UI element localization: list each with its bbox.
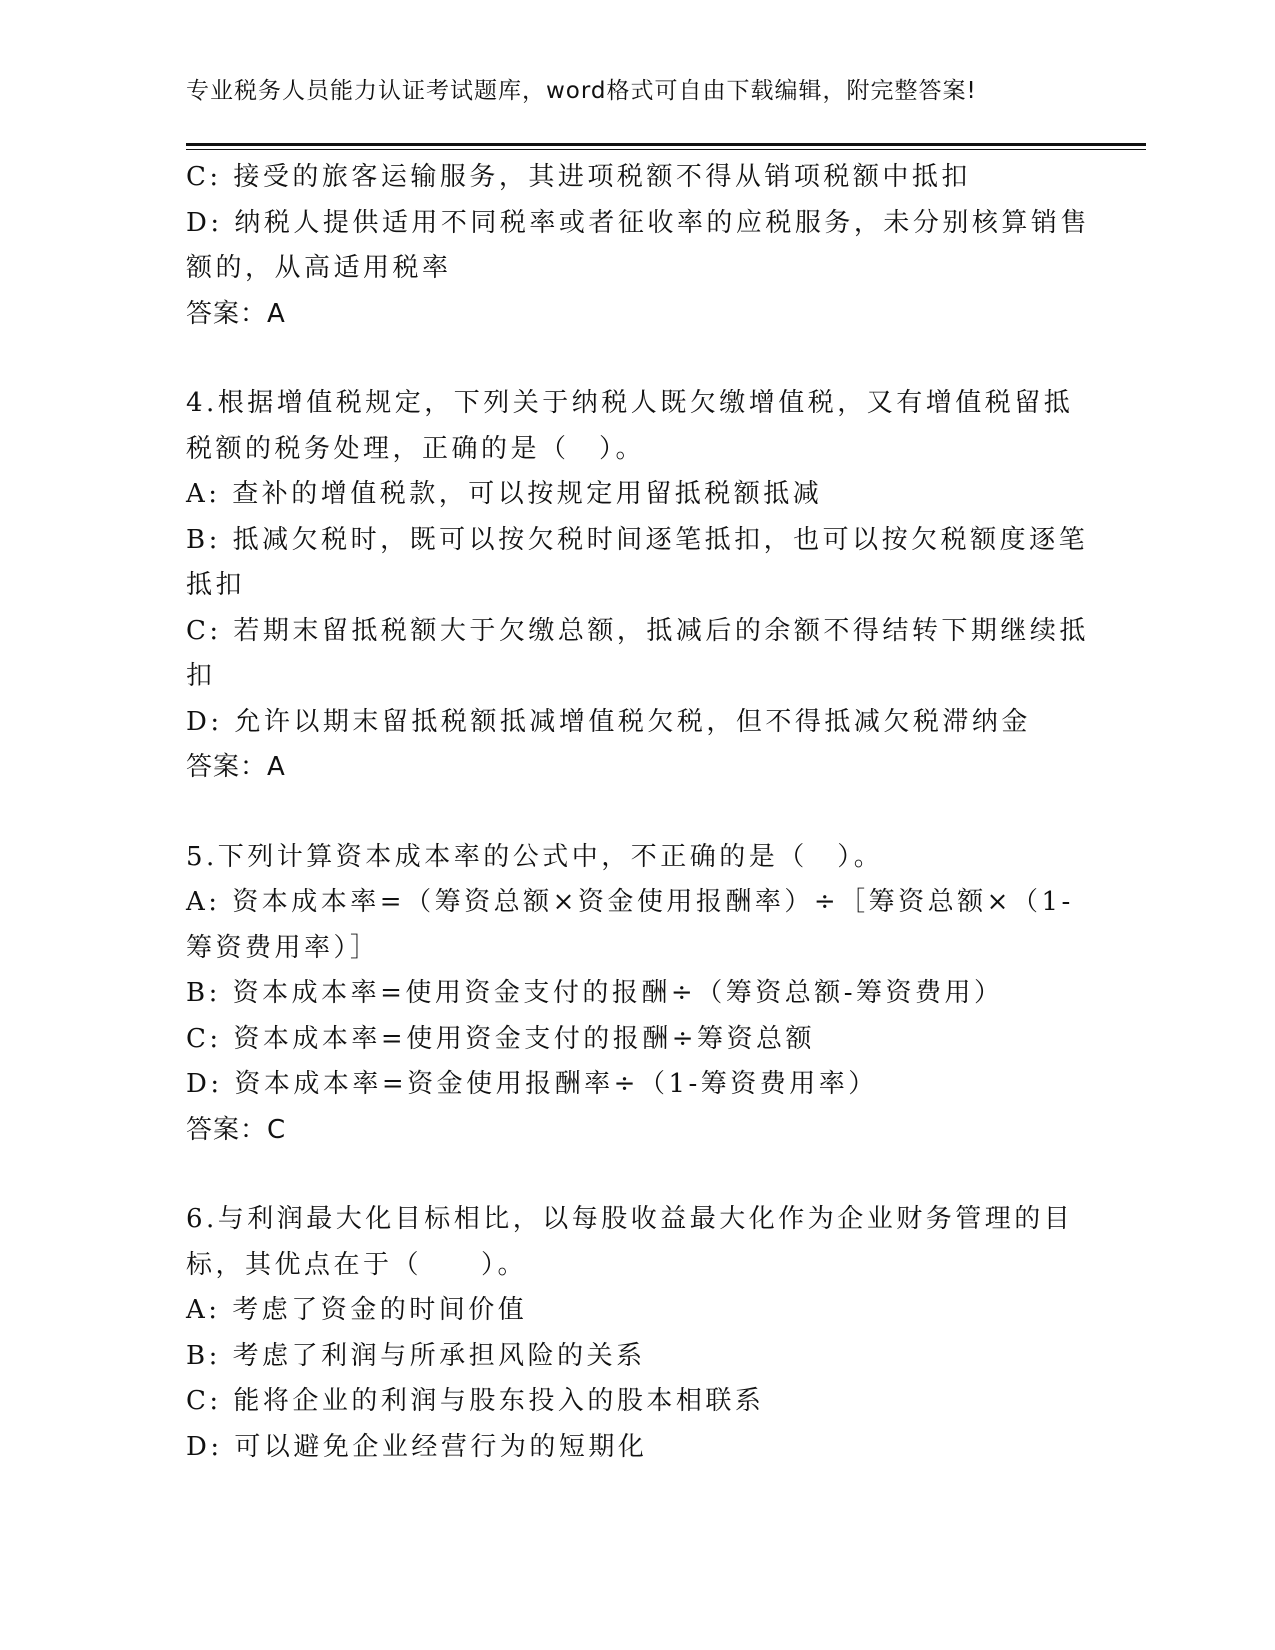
page-header-title: 专业税务人员能力认证考试题库，word格式可自由下载编辑，附完整答案! [186, 78, 977, 104]
q5-option-b: B: 资本成本率=使用资金支付的报酬÷（筹资总额-筹资费用） [186, 978, 1004, 1008]
q3-option-d-line1: D: 纳税人提供适用不同税率或者征收率的应税服务，未分别核算销售 [186, 207, 1090, 238]
q4-option-d: D: 允许以期末留抵税额抵减增值税欠税，但不得抵减欠税滞纳金 [186, 706, 1031, 737]
q6-option-b: B: 考虑了利润与所承担风险的关系 [186, 1340, 646, 1371]
q4-option-a: A: 查补的增值税款，可以按规定用留抵税额抵减 [186, 479, 823, 509]
q6-option-d: D: 可以避免企业经营行为的短期化 [186, 1431, 648, 1462]
q3-option-d-line2: 额的，从高适用税率 [186, 253, 452, 283]
q4-option-c-line2: 扣 [186, 661, 216, 691]
q5-stem: 5.下列计算资本成本率的公式中，不正确的是（ ）。 [186, 841, 884, 872]
q5-option-d: D: 资本成本率=资金使用报酬率÷（1-筹资费用率） [186, 1069, 878, 1099]
q6-option-c: C: 能将企业的利润与股东投入的股本相联系 [186, 1386, 765, 1416]
question-content [186, 155, 1090, 1470]
q6-stem-line1: 6.与利润最大化目标相比，以每股收益最大化作为企业财务管理的目 [186, 1204, 1074, 1234]
question-spacer [186, 1153, 1066, 1197]
q3-answer: 答案：A [186, 298, 286, 329]
q4-option-b-line1: B: 抵减欠税时，既可以按欠税时间逐笔抵扣，也可以按欠税额度逐笔 [186, 524, 1089, 555]
q3-option-c: C: 接受的旅客运输服务，其进项税额不得从销项税额中抵扣 [186, 162, 971, 192]
header-divider-thick [186, 143, 1146, 146]
q5-option-c: C: 资本成本率=使用资金支付的报酬÷筹资总额 [186, 1023, 815, 1054]
q4-answer: 答案：A [186, 752, 286, 782]
q4-option-b-line2: 抵扣 [186, 570, 246, 600]
q6-option-a: A: 考虑了资金的时间价值 [186, 1295, 528, 1325]
question-spacer [186, 791, 1066, 835]
q5-option-a-line2: 筹资费用率）］ [186, 932, 380, 963]
q5-option-a-line1: A: 资本成本率=（筹资总额×资金使用报酬率）÷［筹资总额×（1- [186, 887, 1074, 917]
question-spacer [186, 337, 1066, 381]
q6-stem-line2: 标，其优点在于（ ）。 [186, 1249, 528, 1280]
q4-stem-line2: 税额的税务处理，正确的是（ ）。 [186, 433, 646, 464]
q5-answer: 答案：C [186, 1114, 287, 1145]
header-divider-thin [186, 149, 1146, 150]
q4-stem-line1: 4.根据增值税规定，下列关于纳税人既欠缴增值税，又有增值税留抵 [186, 388, 1074, 418]
q4-option-c-line1: C: 若期末留抵税额大于欠缴总额，抵减后的余额不得结转下期继续抵 [186, 615, 1089, 646]
